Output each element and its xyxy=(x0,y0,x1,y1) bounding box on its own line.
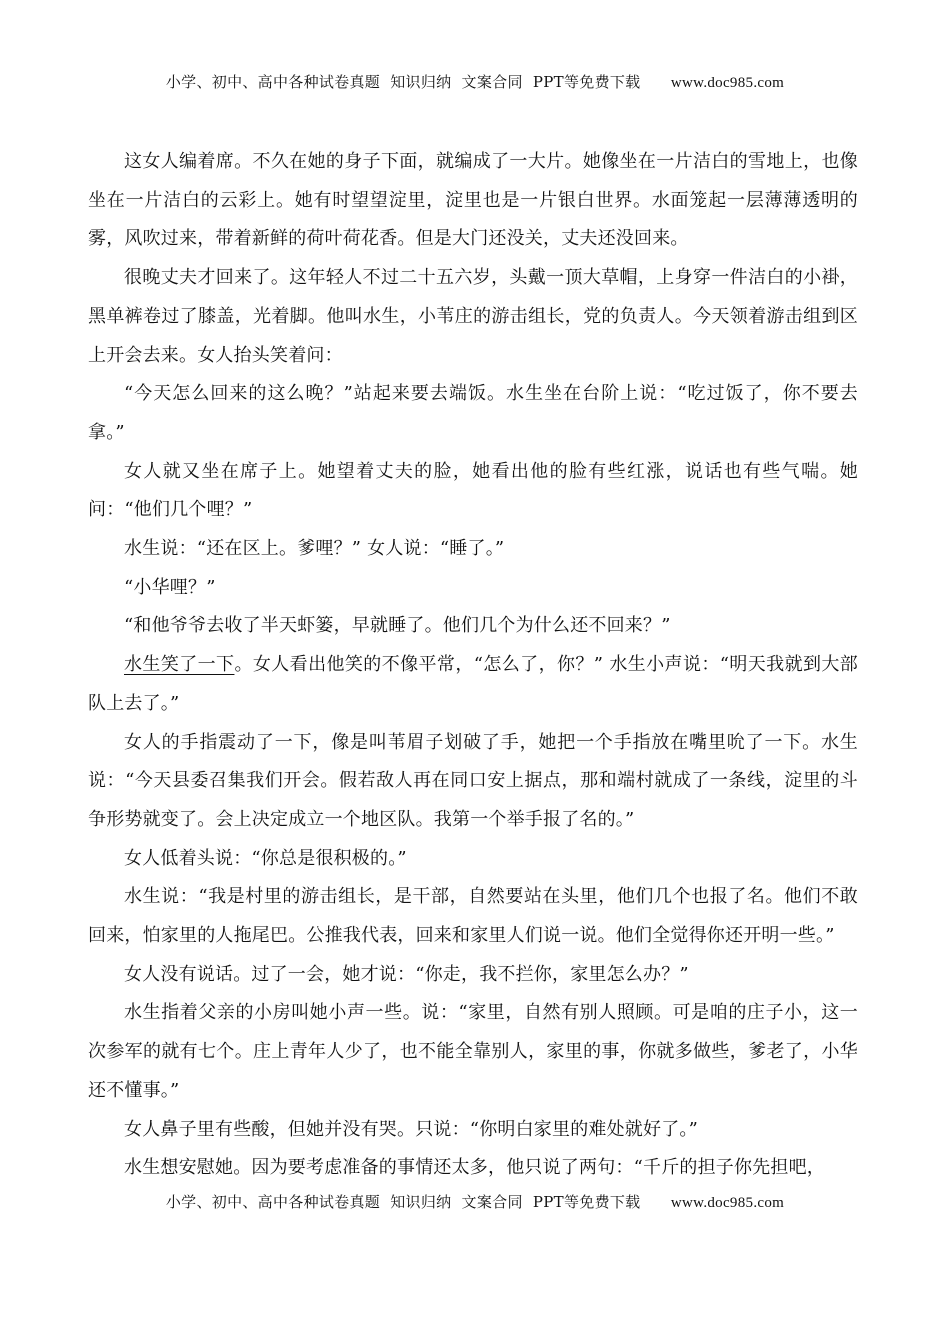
paragraph-underlined xyxy=(88,646,858,723)
paragraph: 水生说：“我是村里的游击组长，是干部，自然要站在头里，他们几个也报了名。他们不敢回来，怕家里的人拖尾巴。公推我代表，回来和家里人们说一说。他们全觉得你还开明一些。” xyxy=(88,886,858,947)
paragraph: 女人鼻子里有些酸，但她并没有哭。只说：“你明白家里的难处就好了。” xyxy=(124,1118,699,1140)
paragraph: 这女人编着席。不久在她的身子下面，就编成了一大片。她像坐在一片洁白的雪地上，也像坐在一片洁白的云彩上。她有时望望淀里，淀里也是一片银白世界。水面笼起一层薄薄透明的雾，风吹过来，带着新鲜的荷叶荷花香。但是大门还没关，丈夫还没回来。 xyxy=(88,151,858,250)
paragraph: 水生指着父亲的小房叫她小声一些。说：“家里，自然有别人照顾。可是咱的庄子小，这一次参军的就有七个。庄上青年人少了，也不能全靠别人，家里的事，你就多做些，爹老了，小华还不懂事。” xyxy=(88,1002,858,1101)
page-header xyxy=(0,71,950,92)
paragraph: “小华哩？” xyxy=(124,576,216,598)
paragraph: 很晚丈夫才回来了。这年轻人不过二十五六岁，头戴一顶大草帽，上身穿一件洁白的小褂，黑单裤卷过了膝盖，光着脚。他叫水生，小苇庄的游击组长，党的负责人。今天领着游击组到区上开会去来。女人抬头笑着问： xyxy=(88,267,858,366)
paragraph: “今天怎么回来的这么晚？”站起来要去端饭。水生坐在台阶上说：“吃过饭了，你不要去拿。” xyxy=(88,383,858,443)
footer-text: 小学、初中、高中各种试卷真题 知识归纳 文案合同 PPT等免费下载 xyxy=(165,1193,641,1211)
footer-site-link[interactable]: www.doc985.com xyxy=(670,1195,785,1211)
page-footer xyxy=(0,1191,950,1212)
paragraph: 水生想安慰她。因为要考虑准备的事情还太多，他只说了两句：“千斤的担子你先担吧， xyxy=(124,1157,825,1179)
paragraph: 女人低着头说：“你总是很积极的。” xyxy=(124,847,407,869)
paragraph: 女人的手指震动了一下，像是叫苇眉子划破了手，她把一个手指放在嘴里吮了一下。水生说：“今天县委召集我们开会。假若敌人再在同口安上据点，那和端村就成了一条线，淀里的斗争形势就变了。会上决定成立一个地区队。我第一个举手报了名的。” xyxy=(88,731,858,830)
paragraph: “和他爷爷去收了半天虾篓，早就睡了。他们几个为什么还不回来？” xyxy=(124,615,671,637)
paragraph: 女人就又坐在席子上。她望着丈夫的脸，她看出他的脸有些红涨，说话也有些气喘。她问：“他们几个哩？” xyxy=(88,460,858,521)
paragraph: 水生说：“还在区上。爹哩？” 女人说：“睡了。” xyxy=(124,538,505,560)
article-body xyxy=(88,143,858,1188)
header-text: 小学、初中、高中各种试卷真题 知识归纳 文案合同 PPT等免费下载 xyxy=(165,73,641,91)
paragraph: 女人没有说话。过了一会，她才说：“你走，我不拦你，家里怎么办？” xyxy=(124,963,689,985)
header-site-link[interactable]: www.doc985.com xyxy=(670,75,785,91)
underlined-phrase: 水生笑了一下 xyxy=(124,654,235,676)
paragraph-rest: 。女人看出他笑的不像平常，“怎么了，你？” 水生小声说：“明天我就到大部队上去了。” xyxy=(88,654,859,714)
